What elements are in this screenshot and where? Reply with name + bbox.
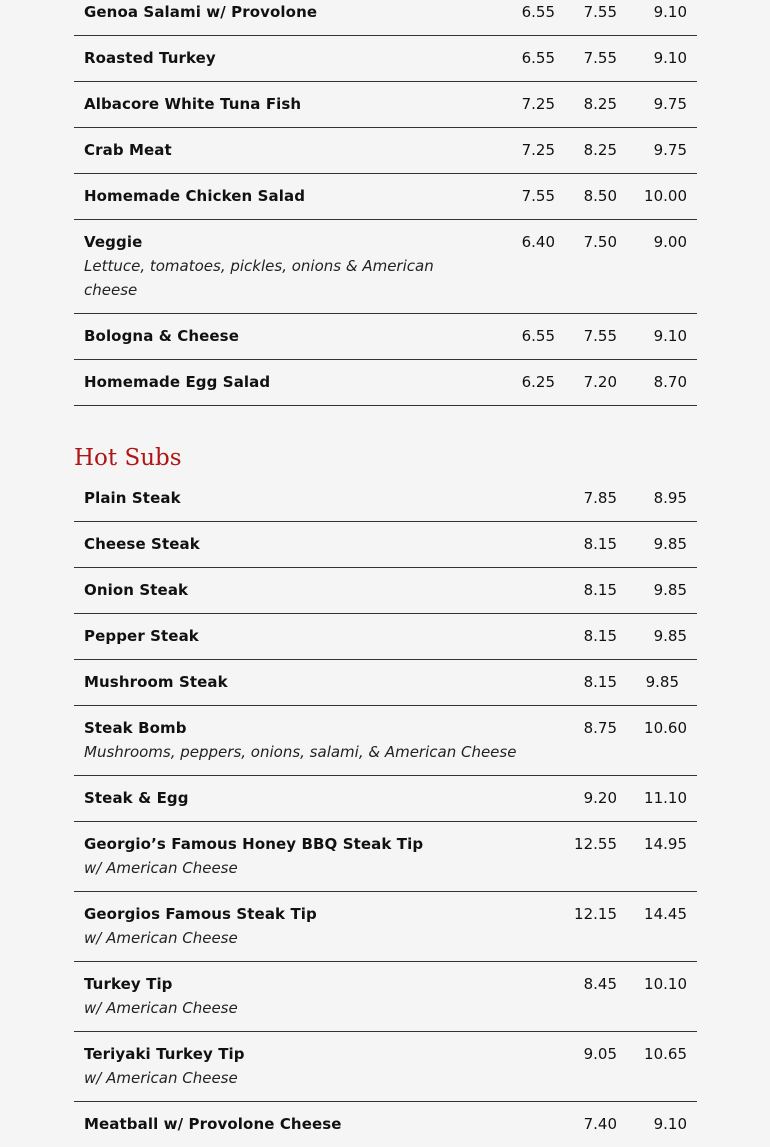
- price-large: 9.85: [653, 581, 687, 599]
- price-large: 9.10: [653, 3, 687, 21]
- menu-item: [74, 0, 697, 36]
- price-large: 9.85: [653, 627, 687, 645]
- item-name: Teriyaki Turkey Tip: [84, 1045, 245, 1063]
- menu-item: [74, 174, 697, 220]
- menu-item: [74, 568, 697, 614]
- price-large: 9.10: [653, 327, 687, 345]
- price-medium: 7.50: [583, 233, 617, 251]
- menu-item: [74, 660, 697, 706]
- price-medium: 8.25: [583, 141, 617, 159]
- item-name: Genoa Salami w/ Provolone: [84, 3, 318, 21]
- price-medium: 8.50: [583, 187, 617, 205]
- item-name: Steak & Egg: [84, 789, 189, 807]
- price-large: 9.00: [653, 233, 687, 251]
- price-medium: 7.20: [583, 373, 617, 391]
- item-description: w/ American Cheese: [84, 999, 238, 1017]
- price-large: 9.75: [653, 95, 687, 113]
- price-small: 8.75: [583, 719, 617, 737]
- price-large: 9.10: [653, 1115, 687, 1133]
- item-name: Mushroom Steak: [84, 673, 228, 691]
- item-description: w/ American Cheese: [84, 859, 238, 877]
- price-small: 7.85: [583, 489, 617, 507]
- item-description: Lettuce, tomatoes, pickles, onions & American cheese: [84, 257, 434, 299]
- price-large: 10.10: [644, 975, 687, 993]
- item-description: w/ American Cheese: [84, 1069, 238, 1087]
- price-small: 6.55: [521, 327, 555, 345]
- price-large: 11.10: [644, 789, 687, 807]
- price-large: 9.85: [645, 673, 679, 691]
- menu-item: [74, 314, 697, 360]
- price-large: 9.85: [653, 535, 687, 553]
- menu-item: [74, 614, 697, 660]
- menu-item: [74, 476, 697, 522]
- item-name: Plain Steak: [84, 489, 181, 507]
- menu-item: [74, 220, 697, 314]
- menu-item: [74, 36, 697, 82]
- menu-item: [74, 1032, 697, 1102]
- price-large: 9.10: [653, 49, 687, 67]
- price-small: 6.25: [521, 373, 555, 391]
- price-medium: 7.55: [583, 49, 617, 67]
- item-name: Albacore White Tuna Fish: [84, 95, 302, 113]
- price-medium: 8.25: [583, 95, 617, 113]
- price-small: 6.40: [521, 233, 555, 251]
- item-name: Bologna & Cheese: [84, 327, 239, 345]
- menu-item: [74, 1102, 697, 1147]
- item-name: Georgio’s Famous Honey BBQ Steak Tip: [84, 835, 424, 853]
- price-small: 8.15: [583, 627, 617, 645]
- item-name: Homemade Egg Salad: [84, 373, 271, 391]
- price-small: 12.15: [574, 905, 617, 923]
- item-name: Homemade Chicken Salad: [84, 187, 306, 205]
- menu-item: [74, 128, 697, 174]
- price-medium: 7.55: [583, 327, 617, 345]
- item-name: Onion Steak: [84, 581, 189, 599]
- menu-item: [74, 776, 697, 822]
- price-small: 12.55: [574, 835, 617, 853]
- item-name: Georgios Famous Steak Tip: [84, 905, 317, 923]
- price-large: 10.60: [644, 719, 687, 737]
- price-small: 9.20: [583, 789, 617, 807]
- price-large: 14.95: [644, 835, 687, 853]
- cold-subs-list: [74, 0, 697, 406]
- item-description: Mushrooms, peppers, onions, salami, & American Cheese: [84, 743, 517, 761]
- price-small: 6.55: [521, 49, 555, 67]
- menu-item: [74, 706, 697, 776]
- item-name: Meatball w/ Provolone Cheese: [84, 1115, 342, 1133]
- price-small: 8.15: [583, 581, 617, 599]
- item-name: Turkey Tip: [84, 975, 173, 993]
- menu-item: [74, 360, 697, 406]
- item-name: Veggie: [84, 233, 143, 251]
- item-name: Steak Bomb: [84, 719, 187, 737]
- menu-item: [74, 822, 697, 892]
- item-name: Crab Meat: [84, 141, 172, 159]
- price-large: 10.00: [644, 187, 687, 205]
- price-large: 8.70: [653, 373, 687, 391]
- menu-item: [74, 82, 697, 128]
- price-small: 6.55: [521, 3, 555, 21]
- item-name: Cheese Steak: [84, 535, 200, 553]
- item-description: w/ American Cheese: [84, 929, 238, 947]
- price-large: 9.75: [653, 141, 687, 159]
- price-medium: 7.55: [583, 3, 617, 21]
- price-small: 8.15: [583, 673, 617, 691]
- menu-item: [74, 962, 697, 1032]
- price-small: 7.25: [521, 95, 555, 113]
- price-small: 8.45: [583, 975, 617, 993]
- price-small: 9.05: [583, 1045, 617, 1063]
- price-large: 8.95: [653, 489, 687, 507]
- hot-subs-section: [74, 442, 697, 1147]
- menu-item: [74, 522, 697, 568]
- section-title: Hot Subs: [74, 445, 182, 471]
- price-large: 10.65: [644, 1045, 687, 1063]
- price-small: 8.15: [583, 535, 617, 553]
- price-small: 7.40: [583, 1115, 617, 1133]
- price-small: 7.25: [521, 141, 555, 159]
- price-large: 14.45: [644, 905, 687, 923]
- item-name: Roasted Turkey: [84, 49, 216, 67]
- price-small: 7.55: [521, 187, 555, 205]
- menu-item: [74, 892, 697, 962]
- item-name: Pepper Steak: [84, 627, 199, 645]
